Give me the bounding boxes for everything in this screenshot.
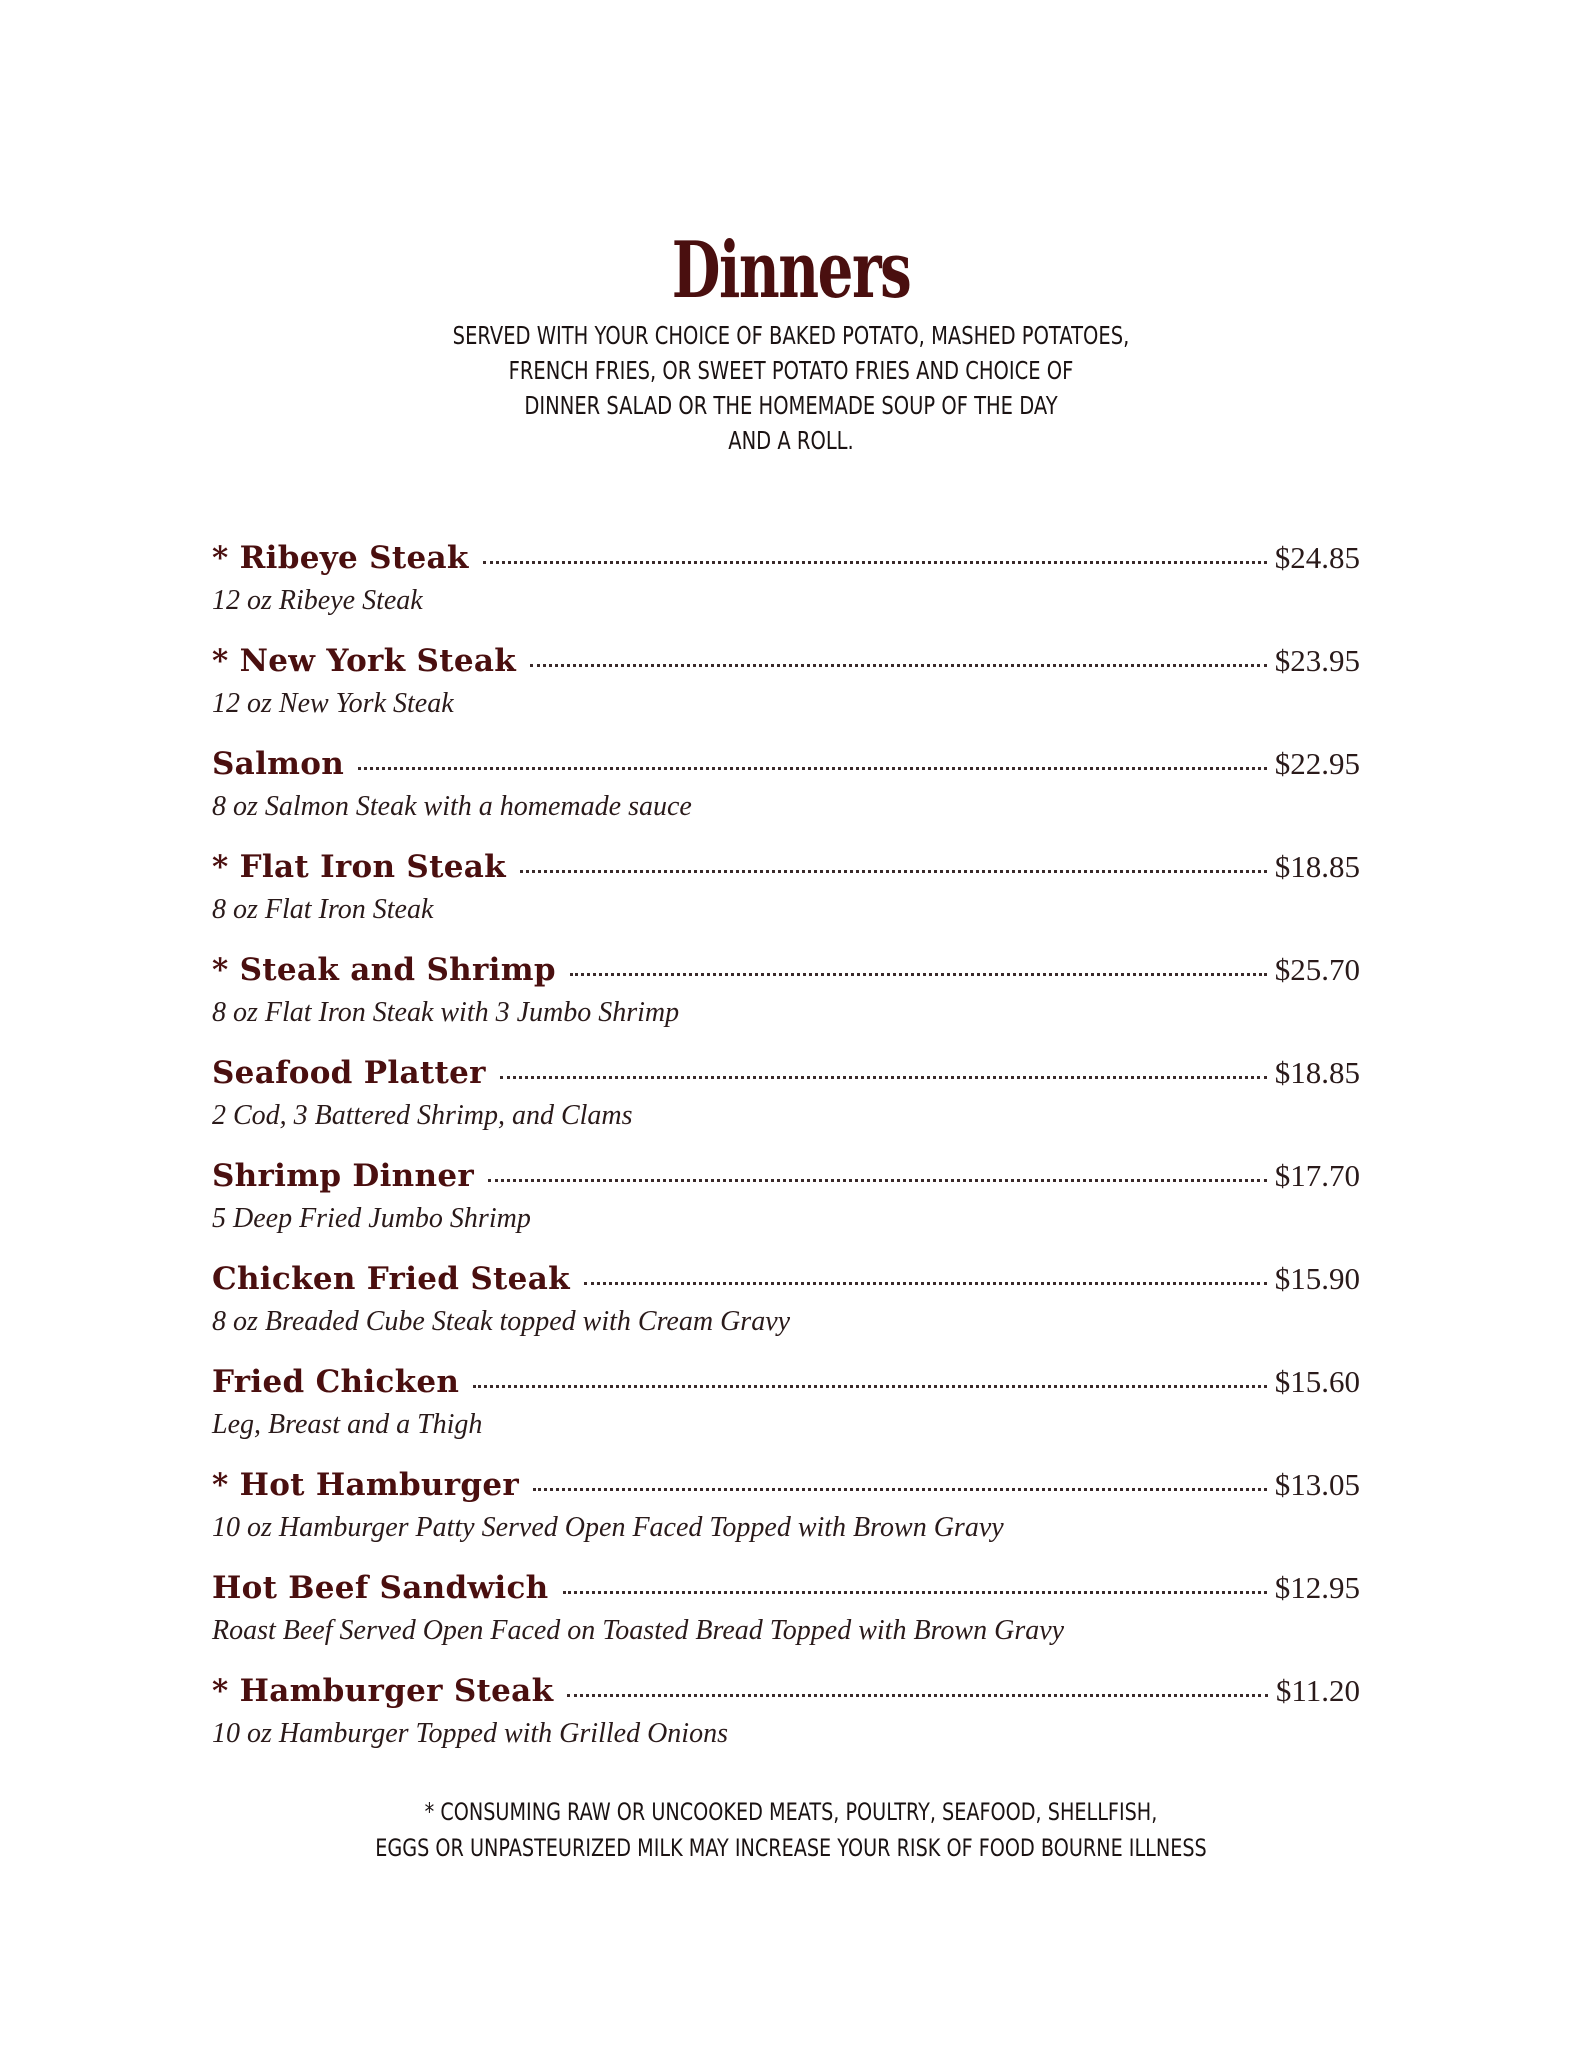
menu-item-description: 5 Deep Fried Jumbo Shrimp <box>212 1203 531 1234</box>
menu-item-description: 8 oz Salmon Steak with a homemade sauce <box>212 791 692 822</box>
menu-item <box>212 540 1360 643</box>
subtitle-line: DINNER SALAD OR THE HOMEMADE SOUP OF THE DAY <box>524 391 1058 420</box>
menu-item <box>212 952 1360 1055</box>
disclaimer-line: EGGS OR UNPASTEURIZED MILK MAY INCREASE YOUR RISK OF FOOD BOURNE ILLNESS <box>375 1834 1207 1862</box>
menu-item-price: $17.70 <box>1274 1158 1360 1193</box>
menu-item <box>212 1158 1360 1261</box>
menu-item-name: Hot Beef Sandwich <box>212 1570 549 1606</box>
menu-item-name: Fried Chicken <box>212 1364 460 1400</box>
dot-leader <box>567 1690 1268 1697</box>
menu-item <box>212 1055 1360 1158</box>
menu-item-description: 8 oz Flat Iron Steak <box>212 894 434 925</box>
dot-leader <box>500 1072 1267 1079</box>
menu-item-name: Seafood Platter <box>212 1055 486 1091</box>
dot-leader <box>563 1587 1267 1594</box>
menu-item <box>212 1673 1360 1776</box>
disclaimer-line: * CONSUMING RAW OR UNCOOKED MEATS, POULTRY, SEAFOOD, SHELLFISH, <box>424 1798 1158 1826</box>
menu-item-description: 12 oz Ribeye Steak <box>212 585 423 616</box>
menu-item-price: $18.85 <box>1274 849 1360 884</box>
menu-item-description: 8 oz Flat Iron Steak with 3 Jumbo Shrimp <box>212 997 680 1028</box>
menu-item-description: Roast Beef Served Open Faced on Toasted Bread Topped with Brown Gravy <box>212 1615 1065 1646</box>
menu-item <box>212 1261 1360 1364</box>
dot-leader <box>570 969 1267 976</box>
menu-item-name: Chicken Fried Steak <box>212 1261 570 1297</box>
subtitle-line: SERVED WITH YOUR CHOICE OF BAKED POTATO, MASHED POTATOES, <box>452 321 1130 350</box>
menu-item-name: * New York Steak <box>212 643 517 679</box>
menu-item-description: 12 oz New York Steak <box>212 688 454 719</box>
dot-leader <box>473 1381 1266 1388</box>
menu-item-name: * Hamburger Steak <box>212 1673 554 1709</box>
menu-item <box>212 643 1360 746</box>
menu-item-price: $24.85 <box>1274 540 1360 575</box>
menu-item <box>212 1570 1360 1673</box>
dinner-menu-list <box>212 540 1360 1776</box>
subtitle-line: FRENCH FRIES, OR SWEET POTATO FRIES AND CHOICE OF <box>508 356 1074 385</box>
dinner-sides-note <box>401 318 1181 458</box>
menu-item-price: $18.85 <box>1274 1055 1360 1090</box>
menu-item <box>212 1364 1360 1467</box>
menu-item-price: $13.05 <box>1274 1467 1360 1502</box>
menu-item-description: 10 oz Hamburger Patty Served Open Faced Topped with Brown Gravy <box>212 1512 1004 1543</box>
menu-item-price: $22.95 <box>1274 746 1360 781</box>
page-title: Dinners <box>671 225 911 316</box>
menu-item-name: * Ribeye Steak <box>212 540 469 576</box>
menu-item-price: $12.95 <box>1274 1570 1360 1605</box>
food-safety-disclaimer <box>351 1794 1231 1866</box>
dot-leader <box>584 1278 1267 1285</box>
menu-item-name: Salmon <box>212 746 345 782</box>
dot-leader <box>483 557 1267 564</box>
dot-leader <box>358 763 1267 770</box>
menu-item-description: 10 oz Hamburger Topped with Grilled Onions <box>212 1718 728 1749</box>
menu-item-description: 8 oz Breaded Cube Steak topped with Cream Gravy <box>212 1306 791 1337</box>
dot-leader <box>488 1175 1267 1182</box>
menu-item <box>212 746 1360 849</box>
menu-item-name: * Flat Iron Steak <box>212 849 506 885</box>
menu-item-price: $25.70 <box>1274 952 1360 987</box>
menu-item <box>212 849 1360 952</box>
subtitle-line: AND A ROLL. <box>728 426 854 455</box>
menu-item-name: Shrimp Dinner <box>212 1158 474 1194</box>
dot-leader <box>530 660 1267 667</box>
menu-item-description: Leg, Breast and a Thigh <box>212 1409 483 1440</box>
menu-item-price: $23.95 <box>1274 643 1360 678</box>
dot-leader <box>520 866 1267 873</box>
menu-item-price: $11.20 <box>1275 1673 1360 1708</box>
menu-item <box>212 1467 1360 1570</box>
menu-item-name: * Hot Hamburger <box>212 1467 520 1503</box>
menu-item-description: 2 Cod, 3 Battered Shrimp, and Clams <box>212 1100 633 1131</box>
menu-item-price: $15.90 <box>1274 1261 1360 1296</box>
dot-leader <box>533 1484 1267 1491</box>
menu-item-price: $15.60 <box>1274 1364 1360 1399</box>
menu-item-name: * Steak and Shrimp <box>212 952 556 988</box>
